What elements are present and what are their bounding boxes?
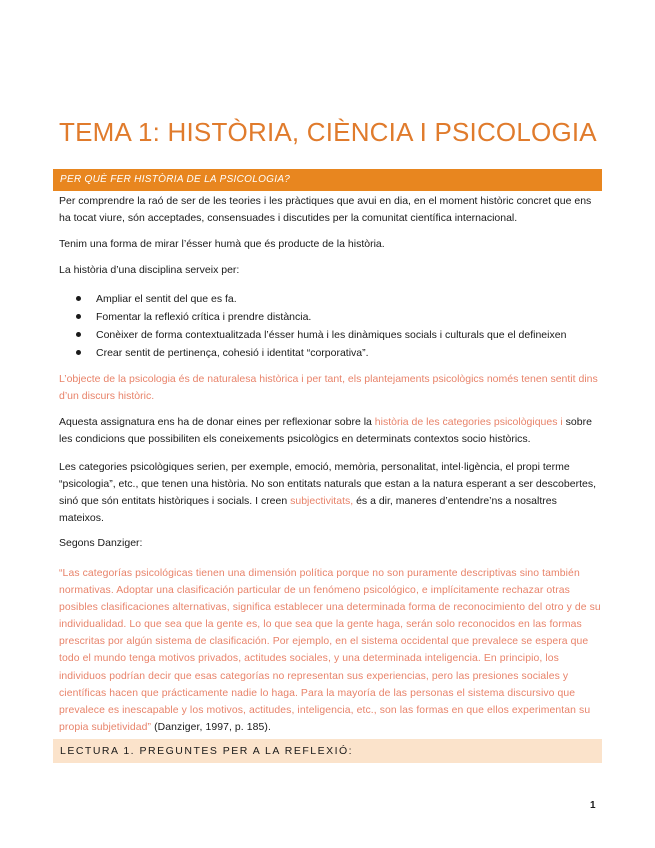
paragraph-intro: Per comprendre la raó de ser de les teories i les pràctiques que avui en dia, en el moment històric concret que ens ha tocat viure, són acceptades, consensuades i discutides per la comunitat científica internacional. — [59, 195, 592, 224]
list-item-text: Crear sentit de pertinença, cohesió i identitat “corporativa”. — [96, 347, 369, 359]
quote-text: “Las categorías psicológicas tienen una dimensión política porque no son puramente descriptivas sino también normativas. Adoptar una clasificación particular de un fenómeno psicológico, e implícitamente rechazar otras posibles clasificaciones alternativas, significa establecer una determinada forma de reconocimiento del otro y de su individualidad. Lo que sea que la gente es, lo que sea que la gente haga, serán solo reconocidos en las formas prescritas por algún sistema de clasificación. Por ejemplo, en el sistema occidental que prevalece se espera que todo el mundo tenga motivos privados, actitudes sociales, y una determinada inteligencia. En principio, los individuos podrían decir que esas categorías no representan sus experiencias, pero las presiones sociales y científicas hacen que prácticamente nadie lo haga. Para la mayoría de las personas el sistema discursivo que prevalece es inescapable y los motivos, actitudes, inteligencia, etc., son las formas en que ellos experimentan su propia subjetividad” — [59, 568, 601, 733]
paragraph-subject-text-b: sobre les condicions que possibiliten els coneixements psicològics en determinats contextos socio històrics. — [59, 416, 592, 445]
paragraph-subject — [59, 414, 602, 448]
paragraph-categories-text-a: Les categories psicològiques serien, per exemple, emoció, memòria, personalitat, intel·ligència, el propi terme “psicologia”, etc., que tenen una història. No son entitats naturals que estan a la natura esperant a ser descobertes, sinó que són entitats històriques i socials. I creen — [59, 461, 596, 507]
bullet-list — [59, 290, 599, 362]
page-title: TEMA 1: HISTÒRIA, CIÈNCIA I PSICOLOGIA — [59, 117, 597, 147]
quote-citation: (Danziger, 1997, p. 185). — [151, 721, 271, 733]
list-item — [59, 290, 599, 308]
list-item-text: Ampliar el sentit del que es fa. — [96, 293, 237, 305]
bullet-icon — [76, 332, 81, 337]
paragraph-object-of-psychology: L’objecte de la psicologia és de naturalesa històrica i per tant, els plantejaments psicològics només tenen sentit dins d’un discurs històric. — [59, 373, 598, 402]
paragraph-categories-text-b: és a dir, maneres d’entendre’ns a nosaltres mateixos. — [59, 495, 557, 524]
paragraph-categories-highlight: subjectivitats, — [290, 495, 354, 507]
lectura-heading: LECTURA 1. PREGUNTES PER A LA REFLEXIÓ: — [60, 745, 354, 757]
paragraph-danziger-intro: Segons Danziger: — [59, 537, 143, 549]
lectura-heading-bar — [53, 739, 602, 763]
paragraph-human-being: Tenim una forma de mirar l’ésser humà que és producte de la història. — [59, 238, 385, 250]
danziger-quote — [59, 565, 602, 736]
section-heading: PER QUÈ FER HISTÒRIA DE LA PSICOLOGIA? — [60, 174, 291, 185]
list-item — [59, 308, 599, 326]
bullet-icon — [76, 296, 81, 301]
section-heading-bar — [53, 169, 602, 191]
paragraph-discipline: La història d’una disciplina serveix per: — [59, 264, 240, 276]
bullet-icon — [76, 314, 81, 319]
bullet-icon — [76, 350, 81, 355]
page-number: 1 — [590, 800, 596, 811]
paragraph-subject-text-a: Aquesta assignatura ens ha de donar eines per reflexionar sobre la — [59, 416, 375, 428]
list-item — [59, 326, 599, 344]
paragraph-categories — [59, 459, 602, 527]
list-item — [59, 344, 599, 362]
list-item-text: Fomentar la reflexió crítica i prendre distància. — [96, 311, 312, 323]
list-item-text: Conèixer de forma contextualitzada l’ésser humà i les dinàmiques socials i culturals que el defineixen — [96, 329, 567, 341]
paragraph-subject-highlight: història de les categories psicològiques i — [374, 416, 563, 428]
